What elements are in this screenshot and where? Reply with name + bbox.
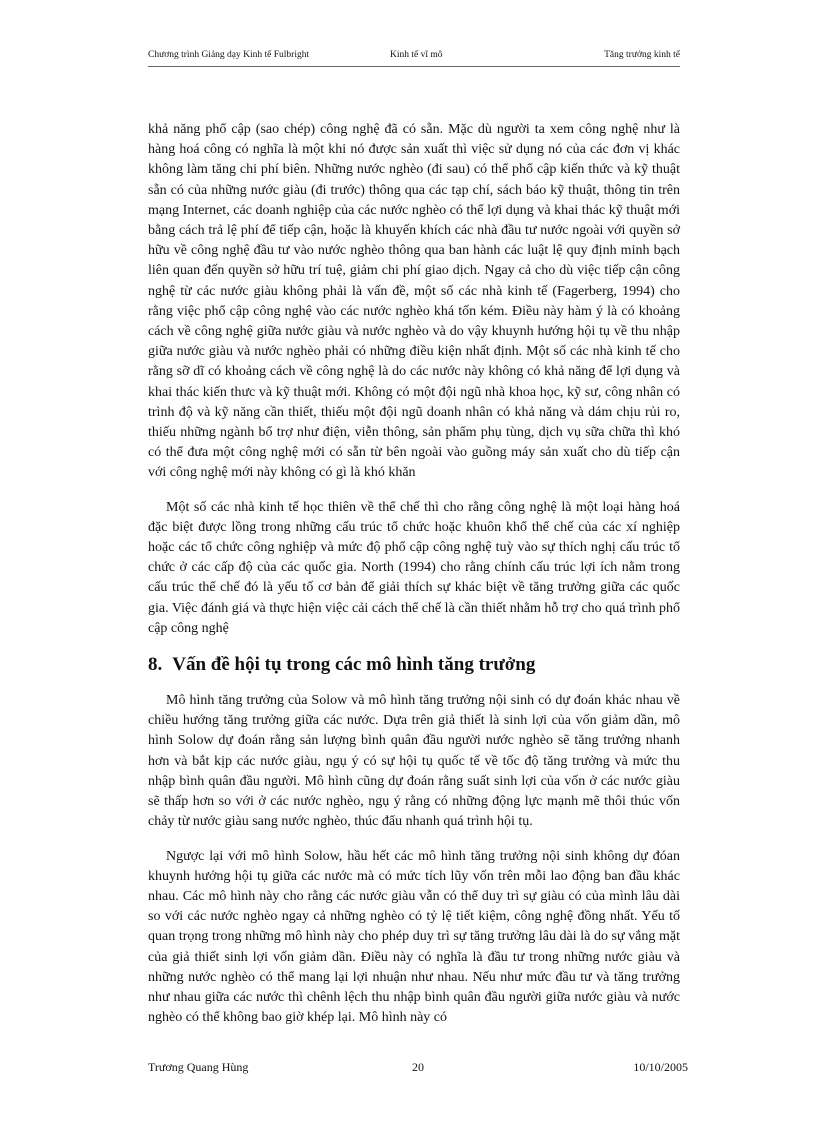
footer-author: Trương Quang Hùng: [148, 1060, 249, 1074]
paragraph-1: khả năng phổ cập (sao chép) công nghệ đã có sẵn. Mặc dù người ta xem công nghệ như là hàng hoá công có nghĩa là một khi nó được sản xuất thì việc sử dụng nó của các đơn vị khác không làm tăng chi phí biên. Những nước nghèo (đi sau) có thể phổ cập kiến thức và kỹ thuật sẵn có của những nước giàu (đi trước) thông qua các tạp chí, sách báo kỹ thuật, thông tin trên mạng Internet, các doanh nghiệp của các nước nghèo có thể lợi dụng và khai thác kỹ thuật mới bằng cách trả lệ phí để tiếp cận, hoặc là khuyến khích các nhà đầu tư nước ngoài với quyền sở hữu về công nghệ đầu tư vào nước nghèo thông qua ban hành các luật lệ quy định minh bạch liên quan đến quyền sở hữu trí tuệ, giảm chi phí giao dịch. Ngay cả cho dù việc tiếp cận công nghệ từ các nước giàu không phải là vấn đề, một số các nhà kinh tế (Fagerberg, 1994) cho rằng việc phổ cập công nghệ vào các nước nghèo khá tốn kém. Điều này hàm ý là có khoảng cách về công nghệ giữa nước giàu và nước nghèo và do vậy khuynh hướng hội tụ về thu nhập giữa nước giàu và nước nghèo phải có những điều kiện nhất định. Một số các nhà kinh tế cho rằng sỡ dĩ có khoảng cách về công nghệ là do các nước này không có khả năng để lợi dụng và khai thác kiến thưc và kỹ thuật mới. Không có một đội ngũ nhà khoa học, kỹ sư, công nhân có trình độ và kỹ năng cần thiết, thiếu một đội ngũ doanh nhân có khả năng và dám chịu rủi ro, thiếu những ngành bổ trợ như điện, viễn thông, sản phẩm phụ tùng, dịch vụ sữa chữa thì khó có thể đưa một công nghệ mới có sẵn từ bên ngoài vào guồng máy sản xuất cho dù tiếp cận với công nghệ mới này không có gì là khó khăn: [148, 122, 680, 481]
footer-date: 10/10/2005: [633, 1060, 688, 1074]
page-body: [148, 120, 680, 1042]
paragraph-3: Mô hình tăng trưởng của Solow và mô hình tăng trưởng nội sinh có dự đoán khác nhau về chiều hướng tăng trưởng giữa các nước. Dựa trên giả thiết là sinh lợi của vốn giảm dần, mô hình Solow dự đoán rằng sản lượng bình quân đầu người nước nghèo sẽ tăng trưởng nhanh hơn và bắt kịp các nước giàu, ngụ ý có sự hội tụ quốc tế về tốc độ tăng trưởng và mức thu nhập bình quân đầu người. Mô hình cũng dự đoán rằng suất sinh lợi của vốn ở các nước giàu sẽ thấp hơn so với ở các nước nghèo, ngụ ý rằng có những động lực mạnh mẽ thôi thúc vốn chảy từ nước giàu sang nước nghèo, thúc đẩu nhanh quá trình hội tụ.: [148, 693, 680, 830]
page-header: [148, 50, 680, 67]
header-topic: Tăng trưởng kinh tế: [604, 50, 680, 60]
section-title: Vấn đề hội tụ trong các mô hình tăng trưởng: [172, 654, 536, 676]
paragraph-2: Một số các nhà kinh tế học thiên về thể chế thì cho rằng công nghệ là một loại hàng hoá đặc biệt được lồng trong những cấu trúc tổ chức hoặc khuôn khổ thể chế của các xí nghiệp hoặc các tổ chức công nghiệp và mức độ phổ cập công nghệ tuỳ vào sự thích nghị cấu trúc tổ chức ở các cấp độ của các quốc gia. North (1994) cho rằng chính cấu trúc lợi ích nằm trong cấu trúc thể chế đó là yếu tố cơ bản để giải thích sự khác biệt về tăng trưởng giữa các quốc gia. Việc đánh giá và thực hiện việc cải cách thể chế là cần thiết nhằm hỗ trợ cho quá trình phổ cập công nghệ: [148, 499, 680, 636]
header-program: Chương trình Giảng dạy Kinh tế Fulbright: [148, 50, 310, 60]
section-heading: [148, 653, 680, 677]
paragraph-4: Ngược lại với mô hình Solow, hầu hết các mô hình tăng trưởng nội sinh không dự đóan khuynh hướng hội tụ giữa các nước mà có mức tích lũy vốn trên mỗi lao động ban đầu khác nhau. Các mô hình này cho rằng các nước giàu vẫn có thể duy trì sự giàu có của mình lâu dài so với các nước nghèo ngay cả những nghèo có tỷ lệ tiết kiệm, công nghệ đồng nhất. Yếu tố quan trọng trong những mô hình này cho phép duy trì sự tăng trưởng lâu dài là do sự vắng mặt của giả thiết sinh lợi vốn giảm dần. Điều này có nghĩa là đầu tư trong những nước giàu và những nước nghèo có thể mang lại lợi nhuận như nhau. Nếu như mức đầu tư và tăng trưởng như nhau giữa các nước thì chênh lệch thu nhập bình quân đầu người giữa nước giàu và nước nghèo có thể không bao giờ khép lại. Mô hình này có: [148, 848, 680, 1026]
section-number: 8.: [148, 654, 163, 676]
page-number: 20: [412, 1060, 424, 1074]
page-footer: [148, 1060, 688, 1074]
header-course: Kinh tế vĩ mô: [390, 50, 443, 60]
